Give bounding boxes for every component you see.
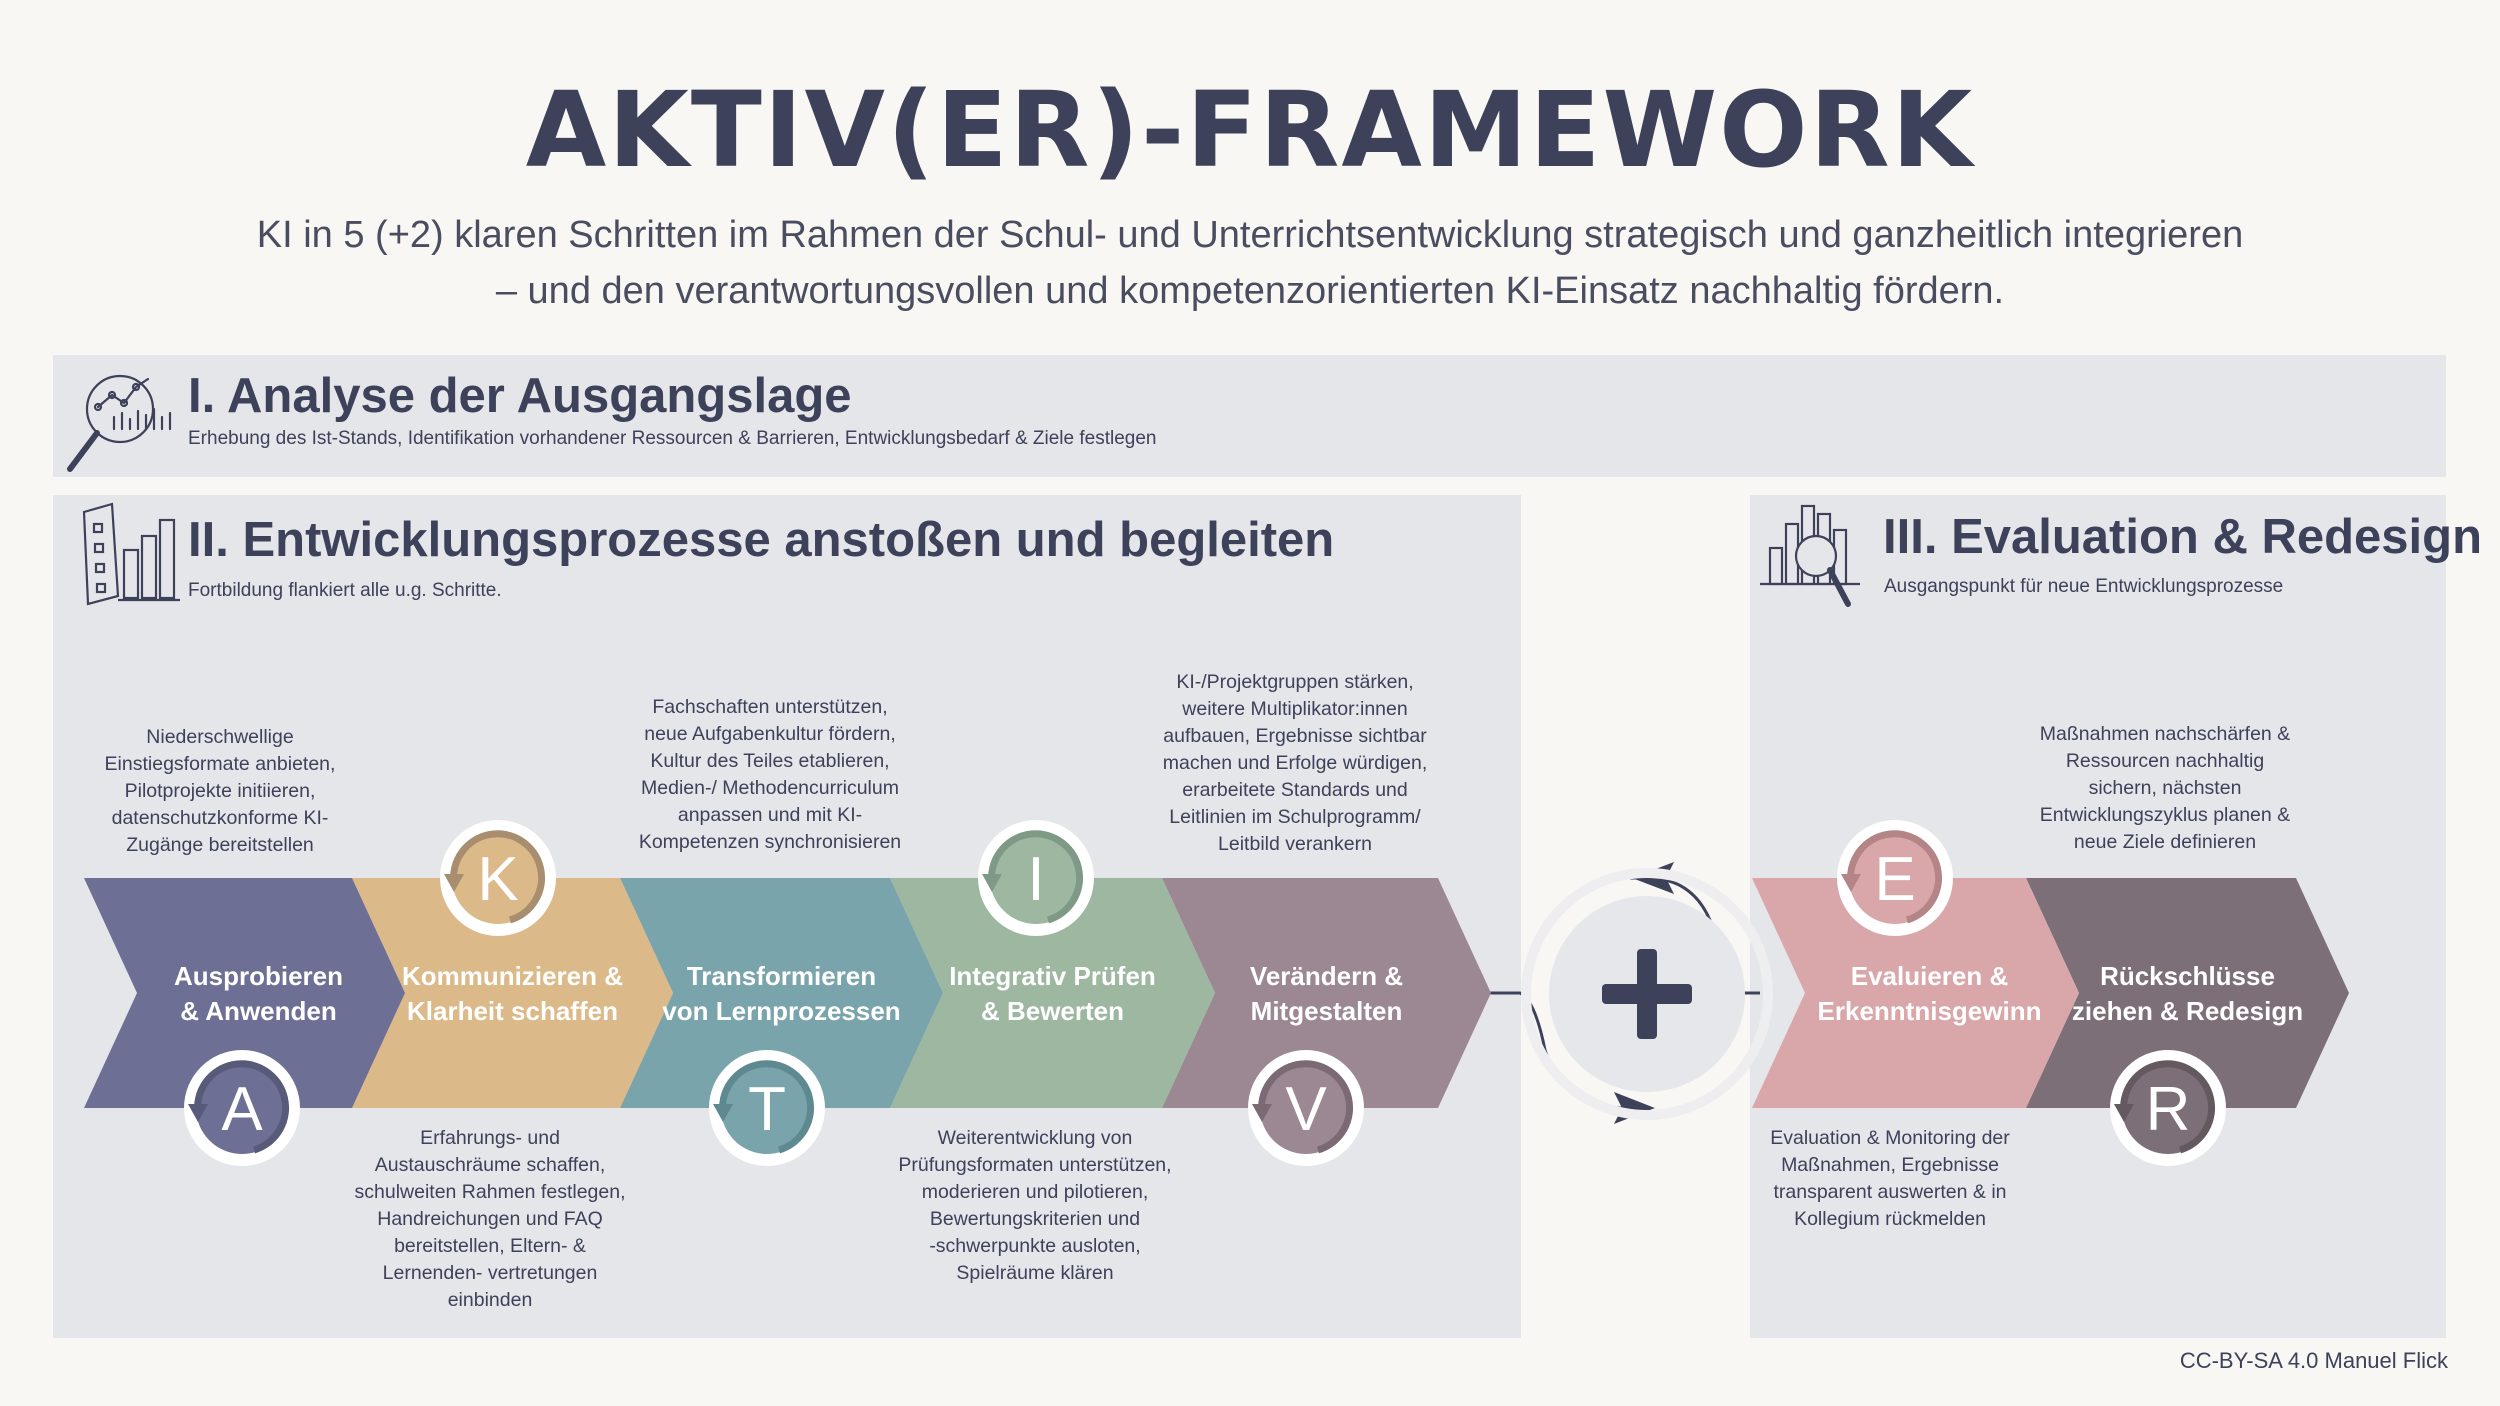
plus-icon-v bbox=[1637, 949, 1657, 1039]
description-line: -schwerpunkte ausloten, bbox=[929, 1235, 1141, 1257]
description-line: Kompetenzen synchronisieren bbox=[638, 831, 902, 853]
step-k-description bbox=[340, 1125, 640, 1314]
section-development-title: II. Entwicklungsprozesse anstoßen und begleiten bbox=[188, 513, 1335, 567]
step-letter-k: K bbox=[477, 845, 519, 914]
section-evaluation-title: III. Evaluation & Redesign bbox=[1883, 510, 2483, 564]
step-letter-a: A bbox=[221, 1075, 263, 1144]
description-line: transparent auswerten & in bbox=[1773, 1181, 2007, 1203]
description-line: sichern, nächsten bbox=[2088, 777, 2242, 799]
description-line: Leitlinien im Schulprogramm/ bbox=[1169, 806, 1421, 828]
description-line: schulweiten Rahmen festlegen, bbox=[354, 1181, 626, 1203]
step-label-line-1: Kommunizieren & bbox=[401, 961, 624, 991]
credit: CC-BY-SA 4.0 Manuel Flick bbox=[2179, 1348, 2448, 1373]
description-line: Erfahrungs- und bbox=[420, 1127, 560, 1149]
description-line: datenschutzkonforme KI- bbox=[111, 807, 329, 829]
description-line: Prüfungsformaten unterstützen, bbox=[898, 1154, 1172, 1176]
description-line: neue Ziele definieren bbox=[2073, 831, 2257, 853]
description-line: Handreichungen und FAQ bbox=[377, 1208, 603, 1230]
description-line: Weiterentwicklung von bbox=[937, 1127, 1133, 1149]
step-label-line-1: Evaluieren & bbox=[1850, 961, 2009, 991]
step-letter-v: V bbox=[1285, 1075, 1327, 1144]
section-development-desc: Fortbildung flankiert alle u.g. Schritte. bbox=[188, 580, 502, 601]
description-line: weitere Multiplikator:innen bbox=[1182, 698, 1408, 720]
step-label-line-1: Ausprobieren bbox=[173, 961, 344, 991]
description-line: Pilotprojekte initiieren, bbox=[124, 780, 316, 802]
subtitle-line-2: – und den verantwortungsvollen und kompetenzorientierten KI-Einsatz nachhaltig fördern. bbox=[495, 270, 2005, 312]
description-line: bereitstellen, Eltern- & bbox=[394, 1235, 586, 1257]
subtitle-line-1: KI in 5 (+2) klaren Schritten im Rahmen der Schul- und Unterrichtsentwicklung strategisch und ganzheitlich integrieren bbox=[256, 214, 2244, 256]
description-line: Einstiegsformate anbieten, bbox=[104, 753, 336, 775]
description-line: Ressourcen nachhaltig bbox=[2065, 750, 2265, 772]
step-label-line-1: Integrativ Prüfen bbox=[949, 961, 1156, 991]
description-line: Zugänge bereitstellen bbox=[126, 834, 314, 856]
description-line: Kollegium rückmelden bbox=[1794, 1208, 1986, 1230]
step-letter-e: E bbox=[1874, 845, 1916, 914]
description-line: KI-/Projektgruppen stärken, bbox=[1176, 671, 1414, 693]
step-label-line-1: Verändern & bbox=[1249, 961, 1404, 991]
page-title: AKTIV(ER)-FRAMEWORK bbox=[525, 69, 1975, 191]
description-line: anpassen und mit KI- bbox=[677, 804, 863, 826]
step-label-line-2: & Bewerten bbox=[980, 996, 1125, 1026]
section-analysis-desc: Erhebung des Ist-Stands, Identifikation vorhandener Ressourcen & Barrieren, Entwicklungsbedarf & Ziele festlegen bbox=[188, 428, 1157, 449]
description-line: neue Aufgabenkultur fördern, bbox=[644, 723, 896, 745]
description-line: erarbeitete Standards und bbox=[1182, 779, 1408, 801]
description-line: Kultur des Teiles etablieren, bbox=[650, 750, 890, 772]
description-line: Evaluation & Monitoring der bbox=[1770, 1127, 2010, 1149]
description-line: Niederschwellige bbox=[146, 726, 294, 748]
description-line: moderieren und pilotieren, bbox=[921, 1181, 1149, 1203]
section-evaluation-desc: Ausgangspunkt für neue Entwicklungsprozesse bbox=[1884, 576, 2284, 597]
step-letter-i: I bbox=[1027, 845, 1045, 914]
step-letter-t: T bbox=[748, 1075, 786, 1144]
step-label-line-2: Klarheit schaffen bbox=[407, 996, 618, 1026]
description-line: einbinden bbox=[447, 1289, 533, 1311]
description-line: Austauschräume schaffen, bbox=[374, 1154, 606, 1176]
step-letter-r: R bbox=[2145, 1075, 2191, 1144]
description-line: Entwicklungszyklus planen & bbox=[2039, 804, 2291, 826]
step-a-description bbox=[100, 724, 340, 859]
step-label-line-2: ziehen & Redesign bbox=[2071, 996, 2304, 1026]
step-t-description bbox=[625, 694, 915, 856]
step-label-line-2: & Anwenden bbox=[180, 996, 337, 1026]
step-e-description bbox=[1740, 1125, 2040, 1233]
description-line: Leitbild verankern bbox=[1218, 833, 1372, 855]
step-label-line-1: Transformieren bbox=[686, 961, 877, 991]
section-analysis-title: I. Analyse der Ausgangslage bbox=[188, 369, 852, 423]
step-label-line-1: Rückschlüsse bbox=[2100, 961, 2275, 991]
description-line: Spielräume klären bbox=[956, 1262, 1114, 1284]
step-i-description bbox=[880, 1125, 1190, 1287]
description-line: Maßnahmen, Ergebnisse bbox=[1781, 1154, 1999, 1176]
description-line: aufbauen, Ergebnisse sichtbar bbox=[1163, 725, 1427, 747]
description-line: Lernenden- vertretungen bbox=[382, 1262, 598, 1284]
description-line: Maßnahmen nachschärfen & bbox=[2039, 723, 2291, 745]
step-r-description bbox=[2020, 721, 2310, 856]
description-line: Medien-/ Methodencurriculum bbox=[641, 777, 899, 799]
step-label-line-2: Erkenntnisgewinn bbox=[1817, 996, 2042, 1026]
description-line: machen und Erfolge würdigen, bbox=[1162, 752, 1428, 774]
step-v-description bbox=[1150, 669, 1440, 858]
step-label-line-2: von Lernprozessen bbox=[662, 996, 901, 1026]
description-line: Fachschaften unterstützen, bbox=[652, 696, 888, 718]
description-line: Bewertungskriterien und bbox=[929, 1208, 1141, 1230]
step-label-line-2: Mitgestalten bbox=[1250, 996, 1403, 1026]
